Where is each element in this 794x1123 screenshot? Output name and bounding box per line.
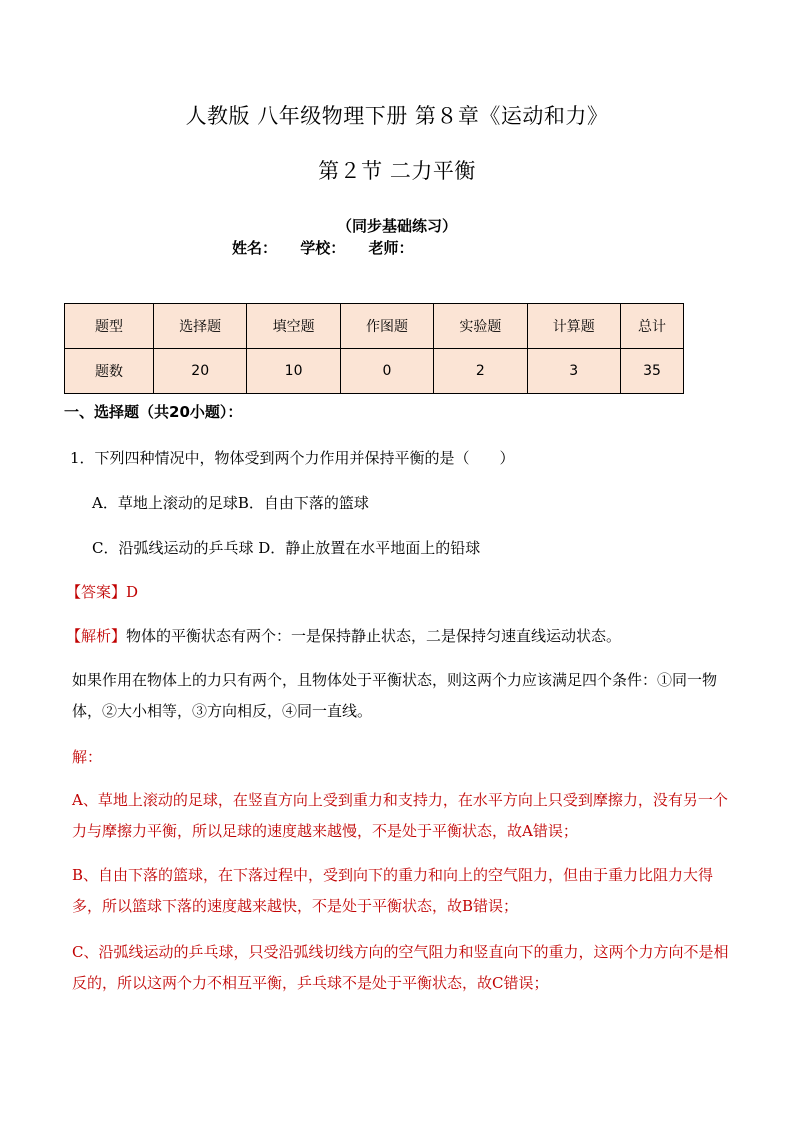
question-options-ab: A．草地上滚动的足球B．自由下落的篮球 bbox=[92, 494, 369, 512]
table-cell: 选择题 bbox=[154, 304, 247, 349]
school-label: 学校： bbox=[300, 239, 346, 257]
balance-conditions-text: 如果作用在物体上的力只有两个，且物体处于平衡状态，则这两个力应该满足四个条件：①同一物体，②大小相等，③方向相反，④同一直线。 bbox=[72, 671, 718, 720]
explanation-a: A、草地上滚动的足球，在竖直方向上受到重力和支持力，在水平方向上只受到摩擦力，没有另一个力与摩擦力平衡，所以足球的速度越来越慢，不是处于平衡状态，故A错误； bbox=[72, 791, 728, 840]
table-cell: 3 bbox=[527, 349, 620, 394]
question-options-cd: C．沿弧线运动的乒乓球 D．静止放置在水平地面上的铅球 bbox=[92, 539, 481, 557]
analysis-text: 物体的平衡状态有两个：一是保持静止状态，二是保持匀速直线运动状态。 bbox=[126, 627, 622, 645]
name-label: 姓名： bbox=[232, 239, 278, 257]
table-cell: 20 bbox=[154, 349, 247, 394]
explanation-c: C、沿弧线运动的乒乓球，只受沿弧线切线方向的空气阻力和竖直向下的重力，这两个力方向不是相反的，所以这两个力不相互平衡，乒乓球不是处于平衡状态，故C错误； bbox=[72, 943, 729, 992]
section-heading: 一、选择题（共20小题）： bbox=[64, 403, 243, 421]
answer-line bbox=[66, 581, 138, 602]
question-count-table bbox=[64, 303, 684, 394]
table-cell: 35 bbox=[620, 349, 683, 394]
practice-subtitle: （同步基础练习） bbox=[336, 217, 457, 235]
document-title: 人教版 八年级物理下册 第８章《运动和力》 bbox=[185, 104, 609, 128]
table-cell: 总计 bbox=[620, 304, 683, 349]
table-cell: 10 bbox=[247, 349, 340, 394]
teacher-label: 老师： bbox=[368, 239, 414, 257]
answer-label: 【答案】 bbox=[66, 583, 127, 601]
table-header-row bbox=[65, 304, 684, 349]
section-title: 第２节 二力平衡 bbox=[318, 159, 476, 183]
answer-value: D bbox=[126, 583, 139, 601]
solution-label: 解： bbox=[72, 748, 103, 766]
explanation-b: B、自由下落的篮球，在下落过程中，受到向下的重力和向上的空气阻力，但由于重力比阻力大得多，所以篮球下落的速度越来越快，不是处于平衡状态，故B错误； bbox=[72, 866, 714, 915]
table-cell: 2 bbox=[434, 349, 527, 394]
table-cell: 题数 bbox=[65, 349, 154, 394]
table-cell: 0 bbox=[340, 349, 433, 394]
analysis-line bbox=[66, 625, 621, 646]
question-stem: 1．下列四种情况中，物体受到两个力作用并保持平衡的是（ ） bbox=[70, 449, 515, 467]
student-info-line bbox=[232, 237, 432, 258]
table-row bbox=[65, 349, 684, 394]
analysis-label: 【解析】 bbox=[66, 627, 127, 645]
table-cell: 填空题 bbox=[247, 304, 340, 349]
table-cell: 题型 bbox=[65, 304, 154, 349]
table-cell: 计算题 bbox=[527, 304, 620, 349]
table-cell: 实验题 bbox=[434, 304, 527, 349]
table-cell: 作图题 bbox=[340, 304, 433, 349]
